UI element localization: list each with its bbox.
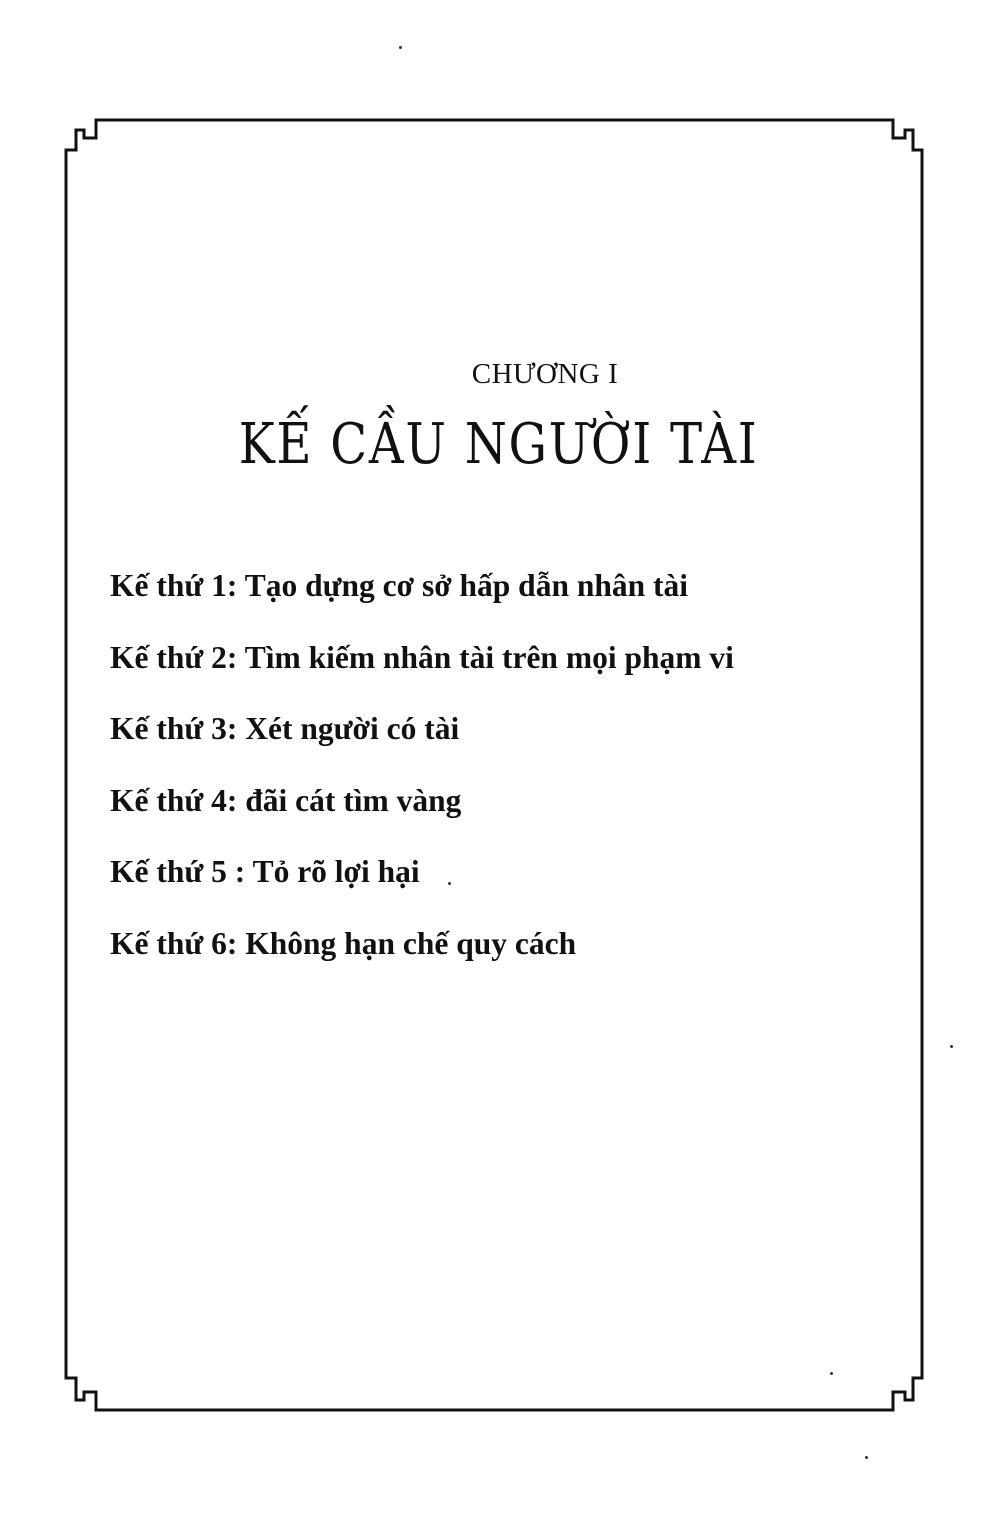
strategy-list xyxy=(110,568,734,997)
list-item: Kế thứ 2: Tìm kiếm nhân tài trên mọi phạm vi xyxy=(110,639,734,675)
list-item: Kế thứ 4: đãi cát tìm vàng xyxy=(110,782,462,818)
list-item: Kế thứ 1: Tạo dựng cơ sở hấp dẫn nhân tài xyxy=(110,568,689,603)
list-item: Kế thứ 3: Xét người có tài xyxy=(110,711,460,746)
scan-speck xyxy=(865,1456,868,1459)
chapter-title: KẾ CẦU NGƯỜI TÀI xyxy=(238,412,759,477)
scan-speck xyxy=(399,46,402,49)
scan-speck xyxy=(448,882,451,885)
scan-speck xyxy=(830,1372,833,1375)
list-item: Kế thứ 6: Không hạn chế quy cách xyxy=(110,925,577,961)
chapter-label: CHƯƠNG I xyxy=(471,358,619,390)
scan-speck xyxy=(950,1045,953,1048)
list-item: Kế thứ 5 : Tỏ rõ lợi hại xyxy=(110,854,420,889)
